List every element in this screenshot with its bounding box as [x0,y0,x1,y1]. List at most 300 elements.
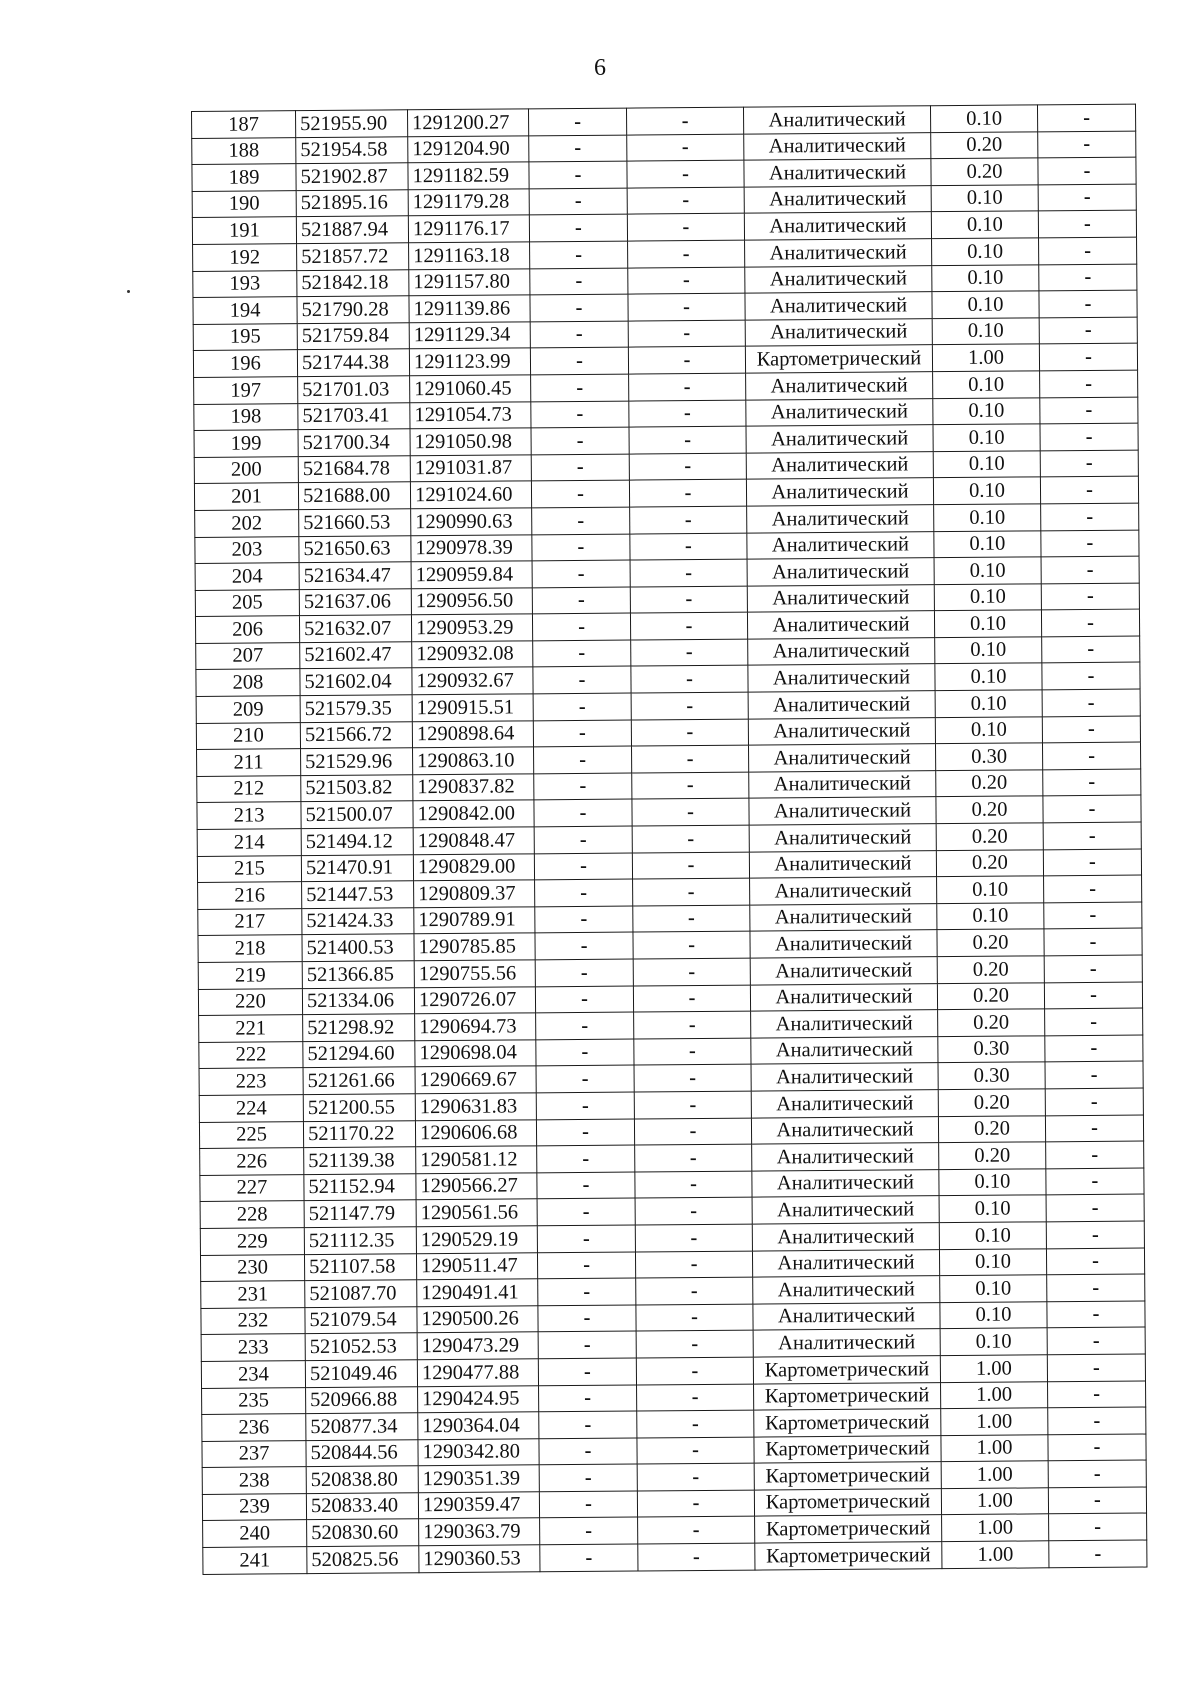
y-coordinate-cell: 1290473.29 [417,1332,538,1360]
point-number-cell: 225 [199,1121,303,1148]
precision-cell: 0.20 [938,1115,1045,1142]
point-number-cell: 226 [200,1148,304,1175]
y-coordinate-cell: 1291179.28 [408,189,529,217]
description-cell: - [1038,131,1136,158]
y-coordinate-cell: 1290837.82 [413,774,534,802]
method-cell: Аналитический [748,638,935,666]
empty-value-cell: - [635,1251,752,1279]
precision-cell: 1.00 [932,344,1039,371]
point-number-cell: 206 [195,616,299,643]
method-cell: Аналитический [748,664,935,692]
empty-value-cell: - [538,1305,636,1332]
x-coordinate-cell: 521107.58 [304,1253,416,1280]
x-coordinate-cell: 521650.63 [299,535,411,562]
empty-value-cell: - [535,959,633,986]
y-coordinate-cell: 1291204.90 [408,135,529,163]
point-number-cell: 215 [197,855,301,882]
empty-value-cell: - [534,773,632,800]
method-cell: Аналитический [745,239,932,267]
empty-value-cell: - [627,134,744,162]
x-coordinate-cell: 520844.56 [306,1439,418,1466]
point-number-cell: 187 [192,111,296,138]
empty-value-cell: - [534,799,632,826]
method-cell: Аналитический [746,451,933,479]
method-cell: Аналитический [752,1196,939,1224]
point-number-cell: 241 [203,1547,307,1574]
description-cell: - [1047,1354,1145,1381]
description-cell: - [1038,184,1136,211]
empty-value-cell: - [531,480,629,507]
method-cell: Аналитический [748,691,935,719]
empty-value-cell: - [631,639,748,667]
y-coordinate-cell: 1291182.59 [408,162,529,190]
empty-value-cell: - [530,347,628,374]
description-cell: - [1040,423,1138,450]
empty-value-cell: - [629,400,746,428]
precision-cell: 0.30 [935,743,1042,770]
empty-value-cell: - [634,1011,751,1039]
y-coordinate-cell: 1290726.07 [414,986,535,1014]
method-cell: Картометрический [745,345,932,373]
empty-value-cell: - [539,1438,637,1465]
point-number-cell: 197 [194,377,298,404]
description-cell: - [1046,1248,1144,1275]
precision-cell: 0.20 [938,1009,1045,1036]
precision-cell: 0.20 [937,929,1044,956]
y-coordinate-cell: 1290363.79 [419,1518,540,1546]
x-coordinate-cell: 521790.28 [297,296,409,323]
precision-cell: 0.10 [933,424,1040,451]
x-coordinate-cell: 521503.82 [301,775,413,802]
precision-cell: 0.10 [939,1169,1046,1196]
precision-cell: 0.20 [939,1142,1046,1169]
empty-value-cell: - [628,267,745,295]
method-cell: Аналитический [747,558,934,586]
empty-value-cell: - [539,1385,637,1412]
description-cell: - [1041,530,1139,557]
empty-value-cell: - [630,559,747,587]
method-cell: Аналитический [749,850,936,878]
method-cell: Картометрический [754,1489,941,1517]
y-coordinate-cell: 1290898.64 [412,720,533,748]
precision-cell: 0.10 [935,663,1042,690]
method-cell: Аналитический [747,611,934,639]
x-coordinate-cell: 521579.35 [300,695,412,722]
point-number-cell: 201 [194,483,298,510]
precision-cell: 0.20 [936,849,1043,876]
method-cell: Аналитический [746,478,933,506]
precision-cell: 0.30 [938,1036,1045,1063]
point-number-cell: 211 [197,749,301,776]
method-cell: Аналитический [745,265,932,293]
method-cell: Аналитический [752,1169,939,1197]
empty-value-cell: - [537,1225,635,1252]
method-cell: Аналитический [747,531,934,559]
x-coordinate-cell: 521147.79 [304,1200,416,1227]
x-coordinate-cell: 521494.12 [301,828,413,855]
empty-value-cell: - [630,612,747,640]
empty-value-cell: - [634,1065,751,1093]
method-cell: Картометрический [754,1462,941,1490]
precision-cell: 0.10 [934,504,1041,531]
description-cell: - [1043,849,1141,876]
description-cell: - [1044,955,1142,982]
method-cell: Картометрический [755,1542,942,1570]
precision-cell: 0.10 [937,876,1044,903]
empty-value-cell: - [629,479,746,507]
description-cell: - [1042,689,1140,716]
empty-value-cell: - [532,587,630,614]
y-coordinate-cell: 1291031.87 [410,455,531,483]
description-cell: - [1043,795,1141,822]
empty-value-cell: - [627,160,744,188]
empty-value-cell: - [630,533,747,561]
precision-cell: 0.10 [933,397,1040,424]
point-number-cell: 192 [193,244,297,271]
description-cell: - [1048,1460,1146,1487]
empty-value-cell: - [537,1172,635,1199]
method-cell: Аналитический [744,185,931,213]
empty-value-cell: - [529,161,627,188]
x-coordinate-cell: 521500.07 [301,801,413,828]
description-cell: - [1039,290,1137,317]
x-coordinate-cell: 521566.72 [300,721,412,748]
description-cell: - [1043,769,1141,796]
precision-cell: 0.30 [938,1062,1045,1089]
description-cell: - [1037,104,1135,131]
empty-value-cell: - [539,1491,637,1518]
x-coordinate-cell: 521759.84 [297,323,409,350]
y-coordinate-cell: 1290694.73 [415,1013,536,1041]
precision-cell: 0.10 [940,1328,1047,1355]
x-coordinate-cell: 521529.96 [301,748,413,775]
empty-value-cell: - [631,719,748,747]
x-coordinate-cell: 521152.94 [304,1174,416,1201]
x-coordinate-cell: 521744.38 [297,349,409,376]
precision-cell: 0.10 [934,557,1041,584]
empty-value-cell: - [629,426,746,454]
description-cell: - [1042,663,1140,690]
empty-value-cell: - [532,560,630,587]
empty-value-cell: - [540,1544,638,1571]
method-cell: Аналитический [750,930,937,958]
x-coordinate-cell: 521261.66 [303,1067,415,1094]
empty-value-cell: - [632,799,749,827]
empty-value-cell: - [637,1463,754,1491]
empty-value-cell: - [538,1358,636,1385]
method-cell: Аналитический [753,1302,940,1330]
empty-value-cell: - [530,321,628,348]
x-coordinate-cell: 520877.34 [306,1413,418,1440]
precision-cell: 1.00 [941,1434,1048,1461]
description-cell: - [1038,157,1136,184]
x-coordinate-cell: 520825.56 [307,1546,419,1573]
method-cell: Аналитический [752,1249,939,1277]
empty-value-cell: - [533,667,631,694]
point-number-cell: 227 [200,1174,304,1201]
point-number-cell: 224 [199,1095,303,1122]
empty-value-cell: - [633,932,750,960]
description-cell: - [1039,343,1137,370]
method-cell: Аналитический [750,877,937,905]
precision-cell: 0.10 [932,291,1039,318]
x-coordinate-cell: 521954.58 [296,136,408,163]
empty-value-cell: - [632,745,749,773]
point-number-cell: 220 [198,988,302,1015]
precision-cell: 0.20 [936,770,1043,797]
empty-value-cell: - [537,1145,635,1172]
point-number-cell: 196 [193,350,297,377]
empty-value-cell: - [531,427,629,454]
x-coordinate-cell: 521049.46 [305,1360,417,1387]
description-cell: - [1040,450,1138,477]
empty-value-cell: - [628,240,745,268]
method-cell: Аналитический [744,132,931,160]
precision-cell: 0.10 [937,903,1044,930]
empty-value-cell: - [637,1490,754,1518]
empty-value-cell: - [636,1277,753,1305]
precision-cell: 0.20 [936,823,1043,850]
point-number-cell: 190 [192,190,296,217]
y-coordinate-cell: 1291054.73 [410,401,531,429]
description-cell: - [1040,370,1138,397]
x-coordinate-cell: 521688.00 [298,482,410,509]
point-number-cell: 235 [202,1387,306,1414]
x-coordinate-cell: 520830.60 [307,1519,419,1546]
empty-value-cell: - [636,1330,753,1358]
y-coordinate-cell: 1290424.95 [418,1385,539,1413]
description-cell: - [1046,1221,1144,1248]
empty-value-cell: - [533,720,631,747]
empty-value-cell: - [530,268,628,295]
x-coordinate-cell: 521602.04 [300,668,412,695]
point-number-cell: 205 [195,589,299,616]
scan-speck [127,290,130,293]
y-coordinate-cell: 1290915.51 [412,694,533,722]
y-coordinate-cell: 1290581.12 [416,1146,537,1174]
empty-value-cell: - [635,1144,752,1172]
empty-value-cell: - [534,826,632,853]
empty-value-cell: - [638,1517,755,1545]
x-coordinate-cell: 521857.72 [297,243,409,270]
point-number-cell: 213 [197,802,301,829]
description-cell: - [1044,928,1142,955]
precision-cell: 0.10 [933,477,1040,504]
y-coordinate-cell: 1290500.26 [417,1306,538,1334]
empty-value-cell: - [535,879,633,906]
empty-value-cell: - [533,693,631,720]
y-coordinate-cell: 1290829.00 [413,853,534,881]
description-cell: - [1048,1381,1146,1408]
empty-value-cell: - [531,374,629,401]
description-cell: - [1045,1061,1143,1088]
method-cell: Аналитический [753,1276,940,1304]
method-cell: Аналитический [750,957,937,985]
empty-value-cell: - [534,853,632,880]
x-coordinate-cell: 521660.53 [299,509,411,536]
precision-cell: 1.00 [941,1408,1048,1435]
description-cell: - [1043,822,1141,849]
y-coordinate-cell: 1291129.34 [409,322,530,350]
y-coordinate-cell: 1290359.47 [418,1492,539,1520]
description-cell: - [1045,1115,1143,1142]
y-coordinate-cell: 1291200.27 [407,109,528,137]
method-cell: Аналитический [750,983,937,1011]
precision-cell: 0.20 [937,982,1044,1009]
point-number-cell: 191 [192,217,296,244]
point-number-cell: 212 [197,776,301,803]
empty-value-cell: - [635,1197,752,1225]
point-number-cell: 222 [199,1041,303,1068]
empty-value-cell: - [529,188,627,215]
empty-value-cell: - [535,986,633,1013]
y-coordinate-cell: 1290863.10 [413,747,534,775]
y-coordinate-cell: 1290848.47 [413,827,534,855]
y-coordinate-cell: 1291176.17 [408,215,529,243]
precision-cell: 0.10 [931,185,1038,212]
empty-value-cell: - [532,534,630,561]
method-cell: Аналитический [745,318,932,346]
precision-cell: 0.10 [939,1195,1046,1222]
description-cell: - [1045,1088,1143,1115]
point-number-cell: 230 [200,1254,304,1281]
empty-value-cell: - [636,1357,753,1385]
description-cell: - [1040,397,1138,424]
empty-value-cell: - [635,1224,752,1252]
y-coordinate-cell: 1290755.56 [414,960,535,988]
empty-value-cell: - [633,958,750,986]
x-coordinate-cell: 520966.88 [306,1386,418,1413]
description-cell: - [1047,1327,1145,1354]
method-cell: Аналитический [752,1223,939,1251]
empty-value-cell: - [540,1518,638,1545]
precision-cell: 0.10 [935,637,1042,664]
precision-cell: 0.10 [932,318,1039,345]
description-cell: - [1047,1301,1145,1328]
x-coordinate-cell: 521334.06 [302,987,414,1014]
method-cell: Аналитический [751,1036,938,1064]
description-cell: - [1039,317,1137,344]
precision-cell: 1.00 [941,1461,1048,1488]
description-cell: - [1039,264,1137,291]
x-coordinate-cell: 520838.80 [306,1466,418,1493]
empty-value-cell: - [531,454,629,481]
point-number-cell: 209 [196,696,300,723]
description-cell: - [1041,583,1139,610]
empty-value-cell: - [536,1065,634,1092]
empty-value-cell: - [535,906,633,933]
x-coordinate-cell: 521902.87 [296,163,408,190]
empty-value-cell: - [632,852,749,880]
empty-value-cell: - [628,320,745,348]
empty-value-cell: - [536,1092,634,1119]
precision-cell: 0.20 [937,956,1044,983]
precision-cell: 0.10 [930,105,1037,132]
empty-value-cell: - [626,107,743,135]
y-coordinate-cell: 1290932.67 [412,667,533,695]
y-coordinate-cell: 1290511.47 [416,1252,537,1280]
empty-value-cell: - [633,905,750,933]
point-number-cell: 199 [194,430,298,457]
description-cell: - [1045,1008,1143,1035]
description-cell: - [1046,1194,1144,1221]
precision-cell: 0.10 [933,451,1040,478]
point-number-cell: 195 [193,323,297,350]
description-cell: - [1041,556,1139,583]
point-number-cell: 232 [201,1307,305,1334]
description-cell: - [1041,503,1139,530]
x-coordinate-cell: 521842.18 [297,269,409,296]
y-coordinate-cell: 1291157.80 [409,268,530,296]
point-number-cell: 217 [198,908,302,935]
point-number-cell: 214 [197,829,301,856]
x-coordinate-cell: 521700.34 [298,429,410,456]
x-coordinate-cell: 521470.91 [301,854,413,881]
empty-value-cell: - [531,401,629,428]
empty-value-cell: - [637,1410,754,1438]
method-cell: Аналитический [746,425,933,453]
empty-value-cell: - [535,932,633,959]
empty-value-cell: - [530,241,628,268]
y-coordinate-cell: 1290669.67 [415,1066,536,1094]
point-number-cell: 229 [200,1228,304,1255]
x-coordinate-cell: 521139.38 [304,1147,416,1174]
point-number-cell: 237 [202,1440,306,1467]
precision-cell: 0.10 [932,264,1039,291]
precision-cell: 1.00 [941,1381,1048,1408]
method-cell: Аналитический [753,1329,940,1357]
empty-value-cell: - [534,746,632,773]
empty-value-cell: - [529,135,627,162]
y-coordinate-cell: 1290342.80 [418,1438,539,1466]
precision-cell: 0.20 [938,1089,1045,1116]
y-coordinate-cell: 1290932.08 [412,641,533,669]
precision-cell: 0.10 [935,690,1042,717]
point-number-cell: 198 [194,403,298,430]
precision-cell: 0.10 [932,238,1039,265]
x-coordinate-cell: 521294.60 [303,1041,415,1068]
method-cell: Картометрический [755,1515,942,1543]
x-coordinate-cell: 521701.03 [298,376,410,403]
empty-value-cell: - [627,187,744,215]
description-cell: - [1040,476,1138,503]
method-cell: Аналитический [751,1090,938,1118]
y-coordinate-cell: 1290360.53 [419,1545,540,1573]
x-coordinate-cell: 521955.90 [296,110,408,137]
x-coordinate-cell: 520833.40 [306,1493,418,1520]
x-coordinate-cell: 521170.22 [303,1120,415,1147]
empty-value-cell: - [636,1304,753,1332]
y-coordinate-cell: 1290631.83 [415,1093,536,1121]
y-coordinate-cell: 1290956.50 [411,588,532,616]
y-coordinate-cell: 1290785.85 [414,933,535,961]
y-coordinate-cell: 1290491.41 [417,1279,538,1307]
precision-cell: 0.20 [936,796,1043,823]
y-coordinate-cell: 1290990.63 [411,508,532,536]
y-coordinate-cell: 1290959.84 [411,561,532,589]
y-coordinate-cell: 1291123.99 [409,348,530,376]
empty-value-cell: - [539,1464,637,1491]
empty-value-cell: - [635,1171,752,1199]
description-cell: - [1048,1407,1146,1434]
point-number-cell: 208 [196,669,300,696]
empty-value-cell: - [638,1543,755,1571]
empty-value-cell: - [536,1119,634,1146]
x-coordinate-cell: 521895.16 [296,190,408,217]
description-cell: - [1039,237,1137,264]
precision-cell: 0.10 [934,530,1041,557]
precision-cell: 1.00 [942,1514,1049,1541]
